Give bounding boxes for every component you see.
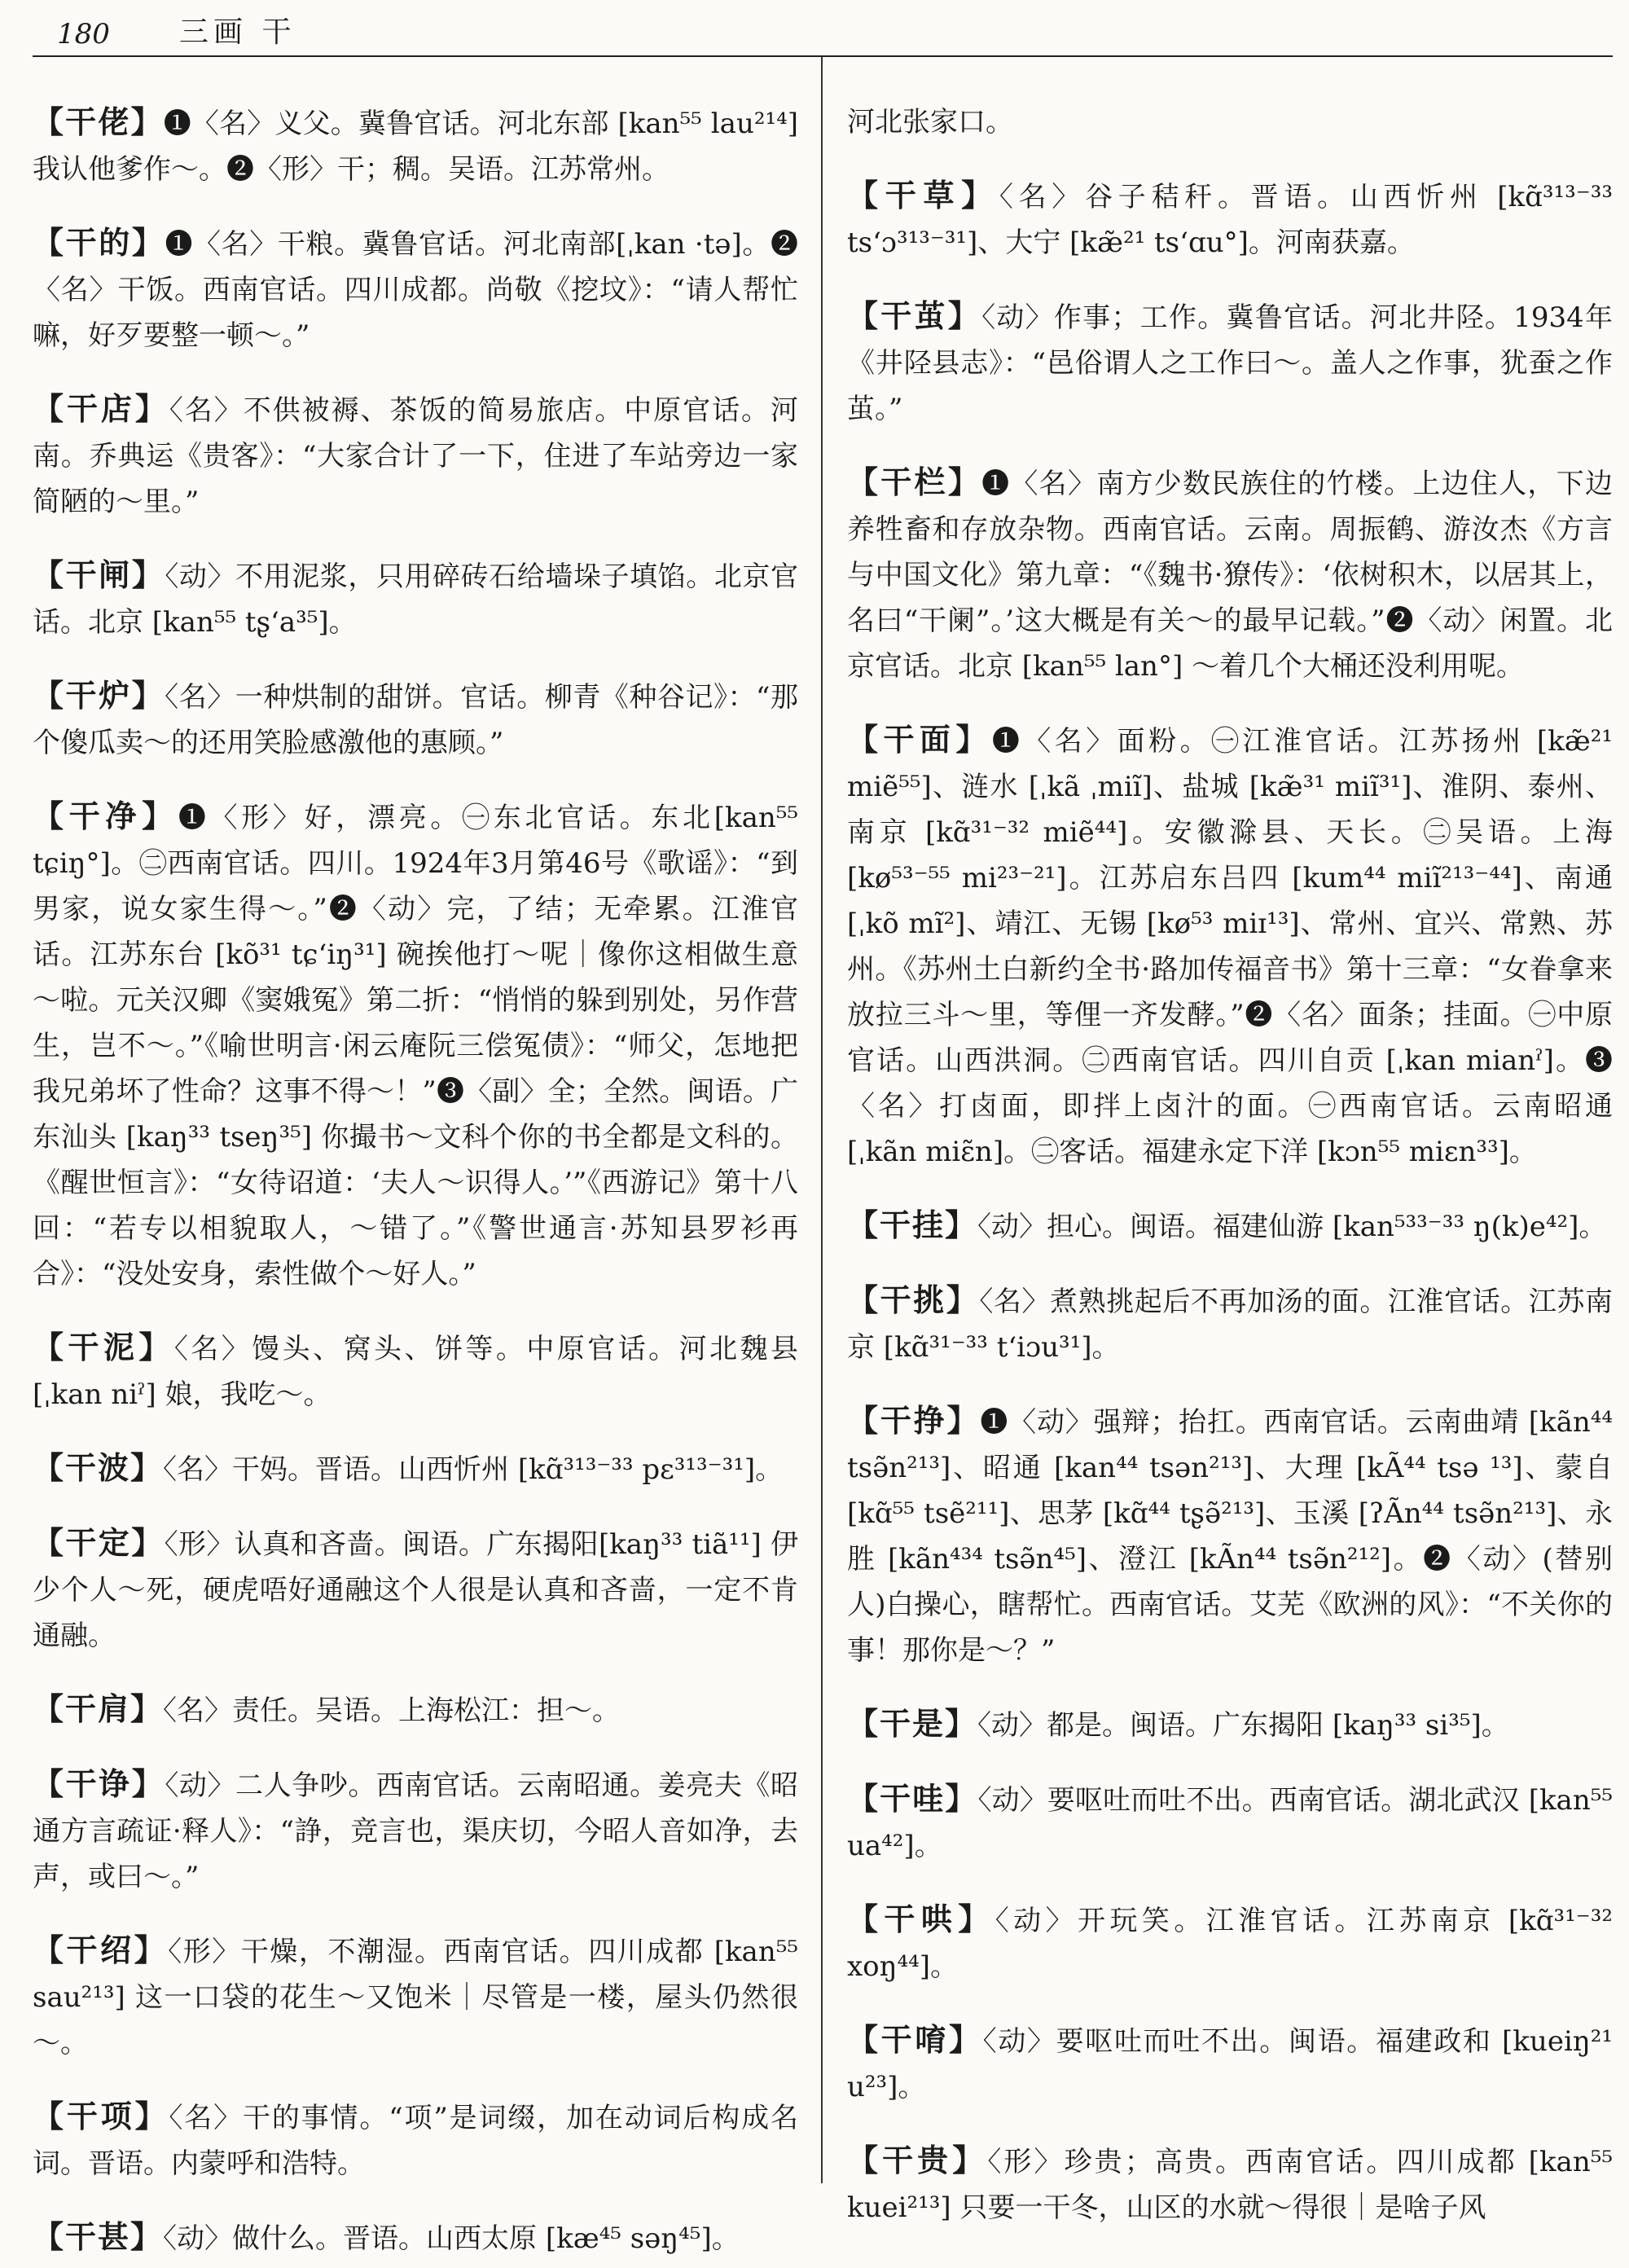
entry-definition: 〈动〉做什么。晋语。山西太原 [kæ⁴⁵ səŋ⁴⁵]。 xyxy=(163,2222,740,2255)
dictionary-entry xyxy=(847,717,1613,1175)
entry-definition: 〈动〉不用泥浆，只用碎砖石给墙垛子填馅。北京官话。北京 [kan⁵⁵ tʂʻa³⁵]。 xyxy=(33,560,798,639)
dictionary-entry xyxy=(847,173,1613,266)
dictionary-entry xyxy=(33,1520,798,1659)
dictionary-entry xyxy=(847,1398,1613,1673)
left-column xyxy=(33,72,798,2268)
entry-headword: 【干唷】 xyxy=(847,2021,983,2058)
dictionary-entry xyxy=(33,673,798,766)
entry-headword: 【干挂】 xyxy=(847,1207,978,1243)
entry-headword: 【干佬】 xyxy=(33,103,164,140)
dictionary-entry xyxy=(33,386,798,525)
dictionary-entry xyxy=(847,1776,1613,1869)
entry-definition: 〈动〉二人争吵。西南官话。云南昭通。姜亮夫《昭通方言疏证·释人》：“諍，竞言也，渠庆切，今昭人音如净，去声，或曰～。” xyxy=(33,1769,798,1893)
dictionary-entry xyxy=(33,1325,798,1418)
entry-headword: 【干项】 xyxy=(33,2098,169,2134)
entry-definition: 〈名〉干妈。晋语。山西忻州 [kɑ̃³¹³⁻³³ pɛ³¹³⁻³¹]。 xyxy=(163,1453,784,1486)
dictionary-entry xyxy=(33,1761,798,1900)
entry-definition: 〈动〉担心。闽语。福建仙游 [kan⁵³³⁻³³ ŋ(k)e⁴²]。 xyxy=(977,1211,1607,1243)
entry-definition: ❶〈形〉好，漂亮。㊀东北官话。东北[kan⁵⁵ tɕiŋ°]。㊁西南官话。四川。1924年3月第46号《歌谣》：“到男家，说女家生得～。”❷〈动〉完，了结；无牵累。江淮官话。江苏东台 [kõ³¹ tɕʻiŋ³¹] 碗挨他打～呢｜像你这相做生意～啦。元关汉卿《窦娥冤》第二折：“悄悄的躲到别处，另作营生，岂不～。”《喻世明言·闲云庵阮三偿冤债》：“师父，怎地把我兄弟坏了性命？这事不得～！”❸〈副〉全；全然。闽语。广东汕头 [kaŋ³³ tseŋ³⁵] 你撮书～文科个你的书全都是文科的。《醒世恒言》：“女待诏道：‘夫人～识得人。’”《西游记》第十八回：“若专以相貌取人，～错了。”《警世通言·苏知县罗衫再合》：“没处安身，索性做个～好人。” xyxy=(33,802,798,1290)
entry-headword: 【干茧】 xyxy=(847,297,982,334)
entry-headword: 【干栏】 xyxy=(847,464,982,500)
dictionary-entry xyxy=(33,99,798,192)
entry-definition: ❶〈名〉干粮。冀鲁官话。河北南部[ˌkan ·tə]。❷〈名〉干饭。西南官话。四川成都。尚敬《挖坟》：“请人帮忙嘛，好歹要整一顿～。” xyxy=(33,228,798,352)
entry-definition: 〈名〉责任。吴语。上海松江：担～。 xyxy=(163,1694,621,1727)
entry-headword: 【干贵】 xyxy=(847,2142,988,2178)
dictionary-entry xyxy=(847,459,1613,689)
entry-headword: 【干泥】 xyxy=(33,1329,174,1365)
entry-headword: 【干波】 xyxy=(33,1449,164,1486)
dictionary-entry xyxy=(847,293,1613,432)
entry-definition: 〈名〉馒头、窝头、饼等。中原官话。河北魏县[ˌkan niˀ] 娘，我吃～。 xyxy=(33,1333,798,1411)
entry-definition: 〈形〉珍贵；高贵。西南官话。四川成都 [kan⁵⁵ kuei²¹³] 只要一干冬，山区的水就～得很｜是啥子风 xyxy=(847,2146,1613,2224)
entry-definition: ❶〈名〉面粉。㊀江淮官话。江苏扬州 [kæ̃²¹ miẽ⁵⁵]、涟水 [ˌkã ˌmiĩ]、盐城 [kæ̃³¹ miĩ³¹]、淮阴、泰州、南京 [kɑ̃³¹⁻³² miẽ⁴⁴]。安徽滁县、天长。㊁吴语。上海[kø⁵³⁻⁵⁵ mi²³⁻²¹]。江苏启东吕四 [kum⁴⁴ miĩ²¹³⁻⁴⁴]、南通 [ˌkõ mĩ²]、靖江、无锡 [kø⁵³ miɪ¹³]、常州、宜兴、常熟、苏州。《苏州土白新约全书·路加传福音书》第十三章：“女眷拿来放拉三斗～里，等俚一齐发酵。”❷〈名〉面条；挂面。㊀中原官话。山西洪洞。㊁西南官话。四川自贡 [ˌkan mianˀ]。❸〈名〉打卤面，即拌上卤汁的面。㊀西南官话。云南昭通 [ˌkãn miɛ̃n]。㊁客话。福建永定下洋 [kɔn⁵⁵ miɛn³³]。 xyxy=(847,725,1613,1168)
entry-headword: 【干诤】 xyxy=(33,1765,165,1802)
page-number: 180 xyxy=(57,18,110,51)
dictionary-entry xyxy=(847,2138,1613,2231)
dictionary-entry xyxy=(33,793,798,1297)
entry-headword: 【干闸】 xyxy=(33,556,165,593)
entry-definition: 〈名〉煮熟挑起后不再加汤的面。江淮官话。江苏南京 [kɑ̃³¹⁻³³ tʻiɔu³¹]。 xyxy=(847,1286,1613,1364)
entry-headword: 【干草】 xyxy=(847,177,999,213)
entry-headword: 【干店】 xyxy=(33,390,169,427)
dictionary-entry xyxy=(33,2094,798,2187)
entry-definition: 〈动〉要呕吐而吐不出。西南官话。湖北武汉 [kan⁵⁵ ua⁴²]。 xyxy=(847,1784,1613,1862)
dictionary-entry xyxy=(847,1277,1613,1370)
entry-headword: 【干绍】 xyxy=(33,1932,169,1968)
entry-definition: ❶〈名〉义父。冀鲁官话。河北东部 [kan⁵⁵ lau²¹⁴] 我认他爹作～。❷〈形〉干；稠。吴语。江苏常州。 xyxy=(33,108,798,186)
entry-headword: 【干定】 xyxy=(33,1524,165,1561)
entry-headword: 【干挑】 xyxy=(847,1281,980,1318)
continued-text: 河北张家口。 xyxy=(847,106,1013,138)
dictionary-entry xyxy=(847,1202,1613,1250)
column-divider xyxy=(821,57,823,2183)
entry-headword: 【干是】 xyxy=(847,1705,978,1742)
dictionary-entry xyxy=(33,2214,798,2261)
entry-definition: ❶〈名〉南方少数民族住的竹楼。上边住人，下边养牲畜和存放杂物。西南官话。云南。周振鹤、游汝杰《方言与中国文化》第九章：“《魏书·獠传》：‘依树积木，以居其上，名曰“干阑”。’这大概是有关～的最早记载。”❷〈动〉闲置。北京官话。北京 [kan⁵⁵ lan°] ～着几个大桶还没利用呢。 xyxy=(847,468,1613,683)
entry-definition: 〈名〉谷子秸秆。晋语。山西忻州 [kɑ̃³¹³⁻³³ tsʻɔ³¹³⁻³¹]、大宁 [kæ̃²¹ tsʻɑu°]。河南获嘉。 xyxy=(847,181,1613,259)
entry-headword: 【干面】 xyxy=(847,721,992,758)
dictionary-entry xyxy=(847,1897,1613,1989)
entry-definition: 〈动〉要呕吐而吐不出。闽语。福建政和 [kueiŋ²¹ u²³]。 xyxy=(847,2025,1613,2103)
dictionary-entry xyxy=(847,2017,1613,2110)
entry-definition: 〈动〉都是。闽语。广东揭阳 [kaŋ³³ si³⁵]。 xyxy=(977,1709,1509,1742)
page-header xyxy=(33,10,1613,57)
entry-definition: 〈名〉一种烘制的甜饼。官话。柳青《种谷记》：“那个傻瓜卖～的还用笑脸感激他的惠顾。” xyxy=(33,681,798,759)
entry-headword: 【干肩】 xyxy=(33,1690,164,1727)
dictionary-entry xyxy=(33,1686,798,1734)
entry-headword: 【干甚】 xyxy=(33,2218,164,2255)
dictionary-entry xyxy=(847,1701,1613,1748)
dictionary-entry xyxy=(33,220,798,358)
entry-headword: 【干挣】 xyxy=(847,1402,981,1439)
entry-definition: 〈动〉开玩笑。江淮官话。江苏南京 [kɑ̃³¹⁻³² xoŋ⁴⁴]。 xyxy=(847,1905,1613,1983)
dictionary-entry xyxy=(33,1445,798,1492)
entry-definition: 〈名〉干的事情。“项”是词缀，加在动词后构成名词。晋语。内蒙呼和浩特。 xyxy=(33,2102,798,2180)
entry-headword: 【干哄】 xyxy=(847,1901,995,1937)
entry-definition: ❶〈动〉强辩；抬扛。西南官话。云南曲靖 [kãn⁴⁴ tsə̃n²¹³]、昭通 [kan⁴⁴ tsən²¹³]、大理 [kÃ⁴⁴ tsə ¹³]、蒙自 [kɑ̃⁵⁵ tsẽ²¹¹]、思茅 [kɑ̃⁴⁴ tʂə̃²¹³]、玉溪 [ʔÃn⁴⁴ tsə̃n²¹³]、永胜 [kãn⁴³⁴ tsə̃n⁴⁵]、澄江 [kÃn⁴⁴ tsə̃n²¹²]。❷〈动〉(替别人)白操心，瞎帮忙。西南官话。艾芜《欧洲的风》：“不关你的事！那你是～？” xyxy=(847,1406,1613,1667)
entry-definition: 〈形〉认真和吝啬。闽语。广东揭阳[kaŋ³³ tiã¹¹] 伊少个人～死，硬虎唔好通融这个人很是认真和吝啬，一定不肯通融。 xyxy=(33,1528,798,1652)
section-title: 三画 干 xyxy=(179,15,296,49)
entry-headword: 【干的】 xyxy=(33,224,165,261)
entry-headword: 【干炉】 xyxy=(33,677,165,714)
dictionary-entry xyxy=(33,1927,798,2066)
entry-headword: 【干哇】 xyxy=(847,1780,978,1817)
right-column xyxy=(847,72,1613,2237)
entry-definition: 〈动〉作事；工作。冀鲁官话。河北井陉。1934年《井陉县志》：“邑俗谓人之工作曰～。盖人之作事，犹蚕之作茧。” xyxy=(847,301,1613,425)
entry-headword: 【干净】 xyxy=(33,798,178,834)
dictionary-entry xyxy=(33,552,798,645)
entry-definition: 〈形〉干燥，不潮湿。西南官话。四川成都 [kan⁵⁵ sau²¹³] 这一口袋的花生～又饱米｜尽管是一楼，屋头仍然很～。 xyxy=(33,1936,798,2059)
entry-definition: 〈名〉不供被褥、茶饭的简易旅店。中原官话。河南。乔典运《贵客》：“大家合计了一下，住进了车站旁边一家简陋的～里。” xyxy=(33,394,798,518)
